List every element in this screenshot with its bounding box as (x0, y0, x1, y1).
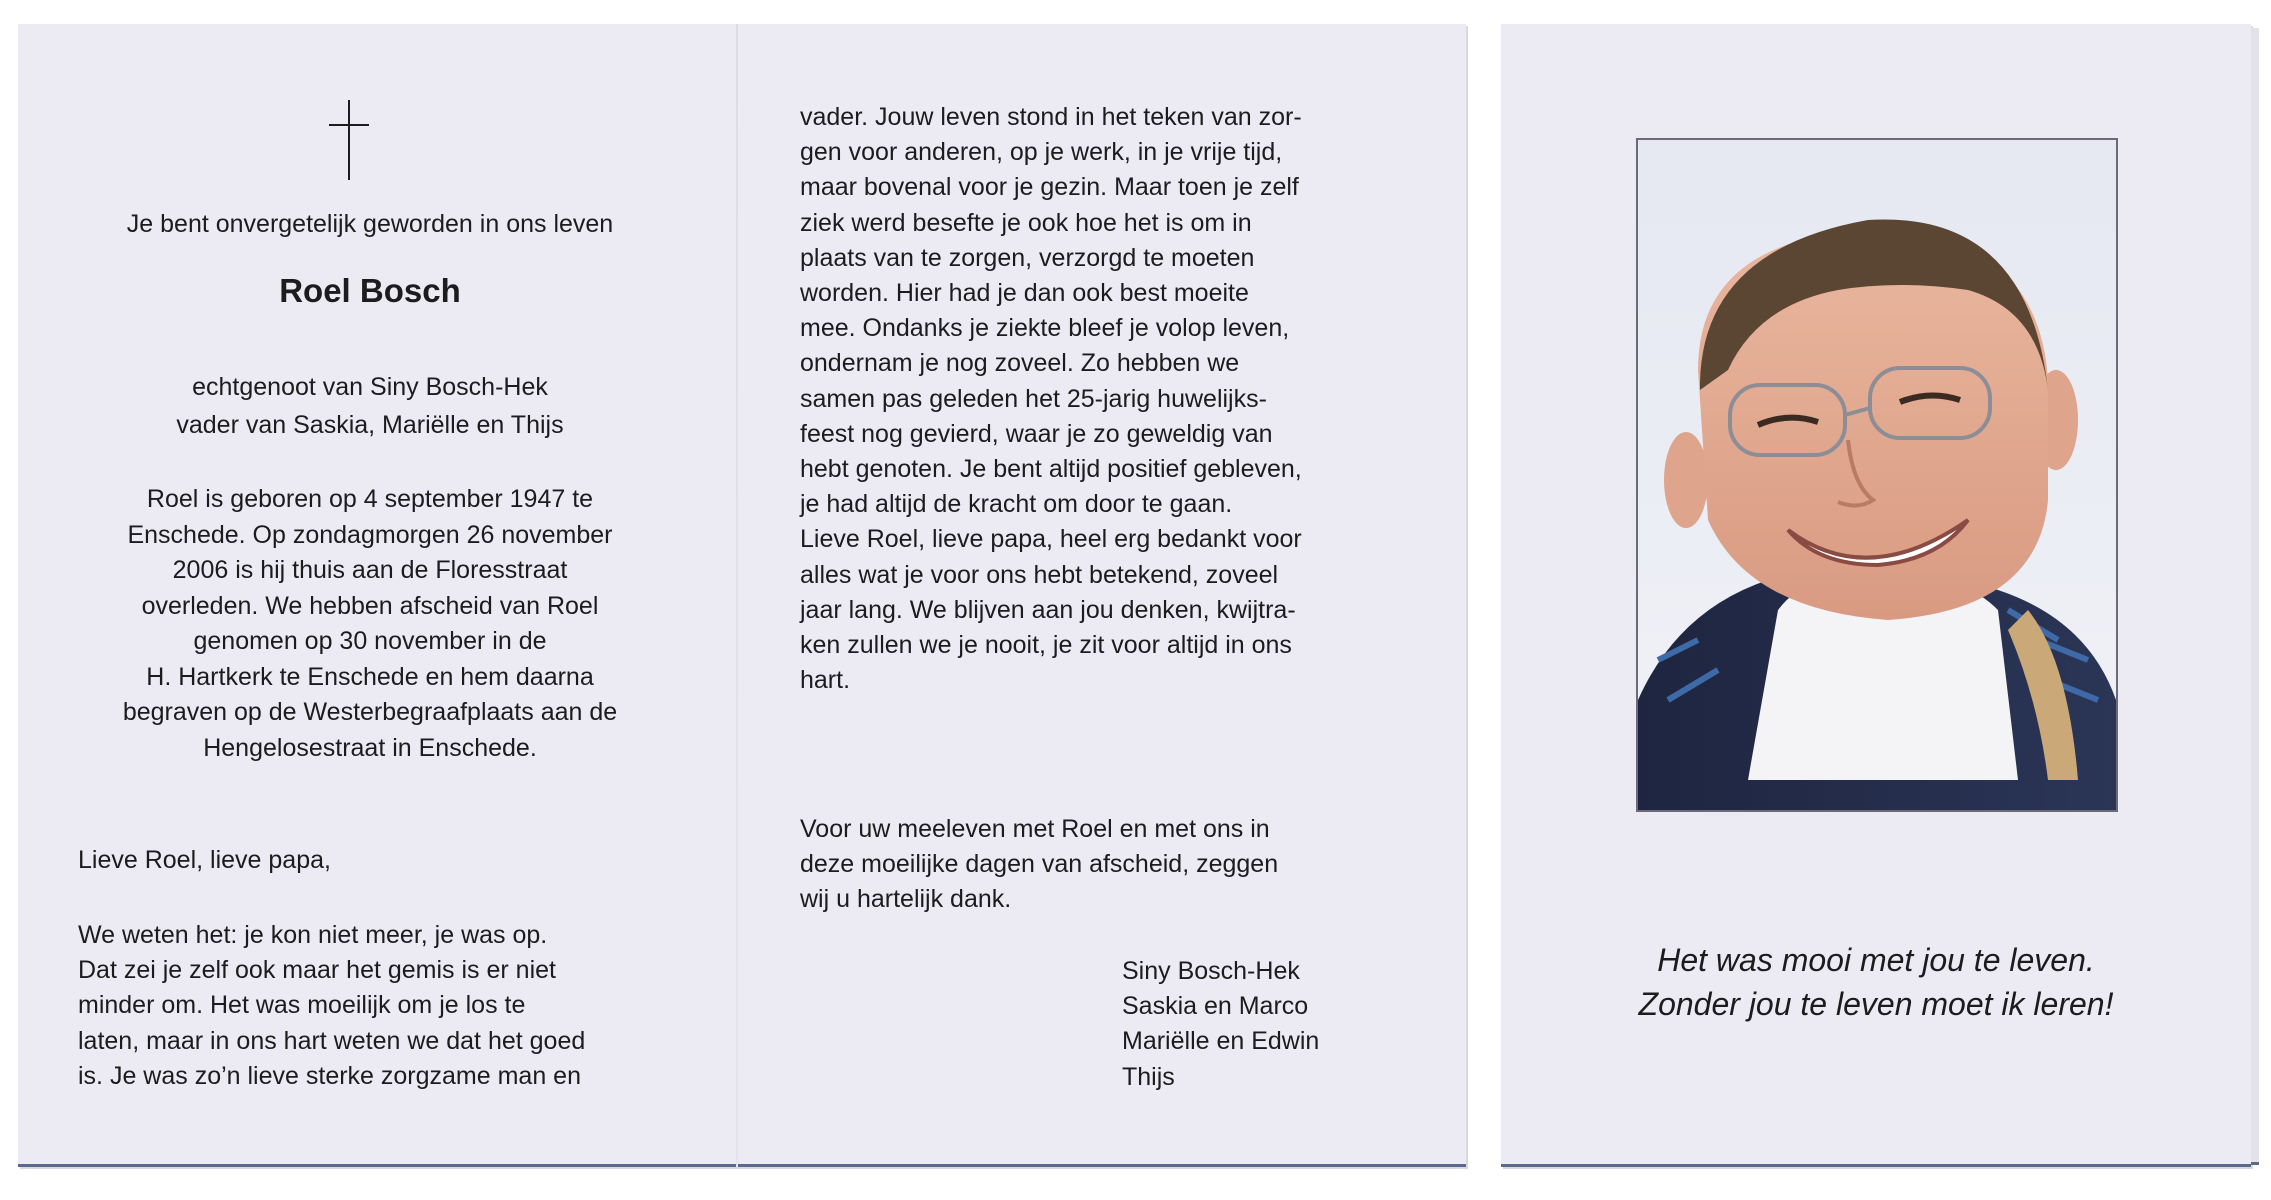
letter-line: alles wat je voor ons hebt betekend, zoveel (800, 560, 1279, 589)
bio-line: Hengelosestraat in Enschede. (203, 733, 537, 762)
letter-line: plaats van te zorgen, verzorgd te moeten (800, 243, 1255, 272)
thanks-line: Voor uw meeleven met Roel en met ons in (800, 815, 1270, 843)
letter-line: maar bovenal voor je gezin. Maar toen je zelf (800, 173, 1299, 202)
letter-line: worden. Hier had je dan ook best moeite (800, 279, 1249, 308)
letter-part-1 (78, 918, 650, 1094)
relation-line: vader van Saskia, Mariëlle en Thijs (176, 411, 564, 439)
letter-line: is. Je was zo’n lieve sterke zorgzame man en (78, 1061, 581, 1090)
letter-line: mee. Ondanks je ziekte bleef je volop leven, (800, 314, 1290, 343)
bio-line: begraven op de Westerbegraafplaats aan de (122, 698, 618, 726)
relations-block (60, 368, 680, 444)
letter-line: gen voor anderen, op je werk, in je vrije tijd, (800, 138, 1283, 167)
bio-line: H. Hartkerk te Enschede en hem daarna (146, 662, 594, 691)
portrait-illustration (1638, 140, 2116, 810)
signer-name: Siny Bosch-Hek (1122, 957, 1300, 985)
letter-line: Dat zei je zelf ook maar het gemis is er niet (78, 956, 556, 985)
card-back-edge (2251, 28, 2259, 1165)
letter-line: Lieve Roel, lieve papa, heel erg bedankt voor (800, 525, 1302, 554)
quote-line: Zonder jou te leven moet ik leren! (1638, 986, 2114, 1022)
signer-name: Saskia en Marco (1122, 992, 1309, 1021)
letter-line: ziek werd besefte je ook hoe het is om in (800, 208, 1252, 237)
letter-line: ken zullen we je nooit, je zit voor altijd in ons (800, 631, 1292, 660)
bio-line: Enschede. Op zondagmorgen 26 november (127, 520, 613, 549)
letter-line: laten, maar in ons hart weten we dat het goed (78, 1026, 586, 1055)
letter-line: vader. Jouw leven stond in het teken van zor- (800, 103, 1302, 131)
salutation: Lieve Roel, lieve papa, (78, 846, 331, 874)
relation-line: echtgenoot van Siny Bosch-Hek (192, 373, 548, 401)
letter-line: minder om. Het was moeilijk om je los te (78, 991, 526, 1020)
deceased-name: Roel Bosch (279, 272, 461, 309)
letter-line: jaar lang. We blijven aan jou denken, kwijtra- (800, 595, 1296, 624)
quote-line: Het was mooi met jou te leven. (1657, 942, 2095, 978)
bio-line: genomen op 30 november in de (193, 627, 547, 655)
memorial-quote (1501, 938, 2251, 1026)
bio-line: Roel is geboren op 4 september 1947 te (146, 485, 594, 513)
letter-line: hart. (800, 666, 851, 695)
signer-name: Thijs (1122, 1062, 1175, 1091)
bio-line: 2006 is hij thuis aan de Floresstraat (172, 556, 568, 584)
biography-block (60, 482, 680, 766)
portrait-photo (1636, 138, 2118, 812)
letter-part-2 (800, 100, 1378, 698)
letter-line: samen pas geleden het 25-jarig huwelijks- (800, 384, 1267, 413)
letter-line: hebt genoten. Je bent altijd positief gebleven, (800, 455, 1302, 484)
thanks-line: deze moeilijke dagen van afscheid, zeggen (800, 850, 1279, 879)
letter-line: ondernam je nog zoveel. Zo hebben we (800, 349, 1240, 378)
signers-block (1122, 954, 1319, 1095)
thanks-block (800, 812, 1378, 918)
cross-icon (329, 100, 369, 180)
letter-line: We weten het: je kon niet meer, je was op. (78, 921, 548, 949)
thanks-line: wij u hartelijk dank. (800, 885, 1012, 914)
bio-line: overleden. We hebben afscheid van Roel (141, 591, 599, 620)
letter-line: je had altijd de kracht om door te gaan. (800, 490, 1233, 519)
intro-text: Je bent onvergetelijk geworden in ons leven (126, 210, 614, 238)
card-fold-line (736, 24, 738, 1167)
signer-name: Mariëlle en Edwin (1122, 1027, 1320, 1056)
letter-line: feest nog gevierd, waar je zo geweldig van (800, 419, 1273, 448)
